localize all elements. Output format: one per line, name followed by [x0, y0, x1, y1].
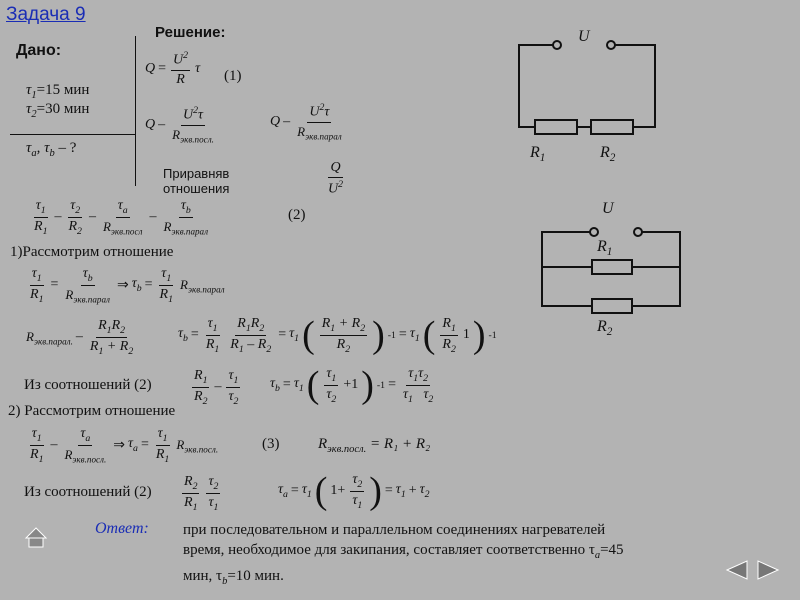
formula-step2-ratio: $\frac{\tau_1}{R_1}$ – $\frac{\tau_a}{R_{экв.посл.}}$ ⇒ $\tau_a$ = $\frac{\tau_1}{R_1}$ $R_{экв.посл.}$ [30, 426, 219, 465]
formula-tb-result: $\tau_b$ = $\tau_1$ ( $\frac{\tau_1}{\tau_2}$ +1 ) -1 = $\frac{\tau_1\tau_2}{\tau_1 \tau_2}$ [270, 364, 434, 407]
equate-note: Приравняв отношения [163, 166, 230, 196]
arrow-right-icon[interactable] [756, 559, 780, 581]
formula-ta-result: $\tau_a$ = $\tau_1$ ( 1+ $\frac{\tau_2}{\tau_1}$ ) = $\tau_1$ + $\tau_2$ [278, 470, 430, 513]
given-divider-v [135, 36, 136, 186]
ratio-q-u2: $\frac{Q}{U^2}$ [328, 160, 344, 197]
parallel-r2-label: $R_2$ [597, 318, 613, 339]
answer-label: Ответ: [95, 520, 149, 537]
step1-label: 1)Рассмотрим отношение [10, 244, 174, 260]
terminal-right [634, 228, 642, 236]
formula-q-series: Q = $\frac{U^2}{R}$ τ [145, 50, 201, 87]
resistor-r2 [591, 120, 633, 134]
series-r1-label: $R_1$ [530, 144, 546, 165]
terminal-left [553, 41, 561, 49]
formula-q-parallel-equiv: Q – $\frac{U^2\tau}{R_{экв.парал}}$ [270, 102, 342, 142]
formula-ratio-equalities: $\frac{\tau_1}{R_1}$ – $\frac{\tau_2}{R_2}$ – $\frac{\tau_a}{R_{экв.посл}}$ – $\frac{\tau_b}{R_{экв.парал}}$ [34, 198, 209, 237]
eq1-number: (1) [224, 68, 242, 84]
formula-r-series: $R_{экв.посл.} = R_1 + R_2$ [318, 436, 431, 455]
terminal-left [590, 228, 598, 236]
given-find: $\tau_a$, $\tau_b$ – ? [26, 140, 77, 159]
formula-step1-ratio: $\frac{\tau_1}{R_1}$ = $\frac{\tau_b}{R_{экв.парал}}$ ⇒ $\tau_b$ = $\frac{\tau_1}{R_1}$ $R_{экв.парал}$ [30, 266, 225, 305]
given-divider-h [10, 134, 136, 135]
arrow-left-icon[interactable] [725, 559, 749, 581]
step2-label: 2) Рассмотрим отношение [8, 403, 176, 419]
home-icon[interactable] [24, 526, 48, 548]
formula-r-ratio-1: $\frac{R_1}{R_2}$ – $\frac{\tau_1}{\tau_2}$ [194, 368, 239, 407]
given-t1: $\tau_1=15$ мин [26, 82, 90, 101]
series-wire [519, 45, 655, 127]
formula-q-series-equiv: Q – $\frac{U^2\tau}{R_{экв.посл.}}$ [145, 105, 214, 145]
page-title: Задача 9 [6, 4, 86, 25]
series-voltage-label: U [578, 28, 590, 45]
resistor-r1 [535, 120, 577, 134]
series-r2-label: $R_2$ [600, 144, 616, 165]
solution-label: Решение: [155, 24, 226, 41]
parallel-voltage-label: U [602, 200, 614, 217]
resistor-r2 [592, 299, 632, 313]
given-label: Дано: [16, 42, 62, 59]
from-ratios-1: Из соотношений (2) [24, 377, 152, 393]
parallel-r1-label: $R_1$ [597, 238, 613, 259]
formula-r-parallel: $R_{экв.парал.}$ – $\frac{R_1R_2}{R_1 + R_2}$ [26, 318, 134, 357]
parallel-circuit [530, 210, 690, 330]
eq3-number: (3) [262, 436, 280, 452]
formula-r-ratio-2: $\frac{R_2}{R_1}$ $\frac{\tau_2}{\tau_1}$ [184, 474, 219, 513]
from-ratios-2: Из соотношений (2) [24, 484, 152, 500]
series-circuit [505, 25, 665, 175]
terminal-right [607, 41, 615, 49]
answer-text: при последовательном и параллельном соединениях нагревателей время, необходимое для закипания, составляет соответственно $\tau_a=45$ мин, $\tau_b=10$ мин. [183, 522, 624, 587]
formula-tb-derivation: $\tau_b$ = $\frac{\tau_1}{R_1}$ $\frac{R_1R_2}{R_1 - R_2}$ = $\tau_1$ ( $\frac{R_1 + R_2}{R_2}$ ) -1 = $\tau_1$ ( $\frac{R_1}{R_2}$ 1 ) -1 [178, 314, 497, 357]
resistor-r1 [592, 260, 632, 274]
eq2-number: (2) [288, 207, 306, 223]
given-t2: $\tau_2=30$ мин [26, 101, 90, 120]
